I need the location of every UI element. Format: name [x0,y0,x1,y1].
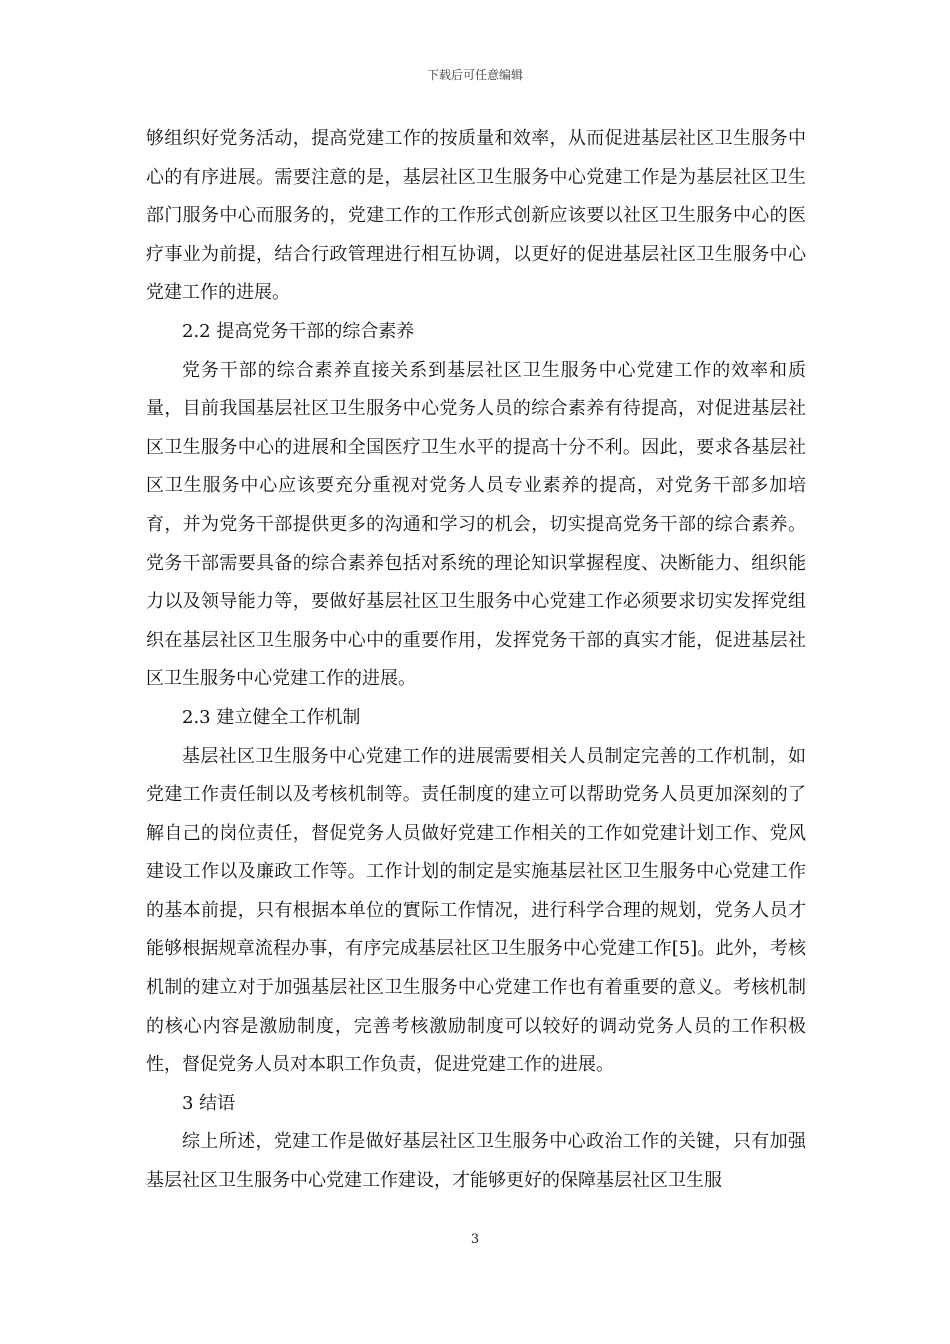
page-header: 下载后可任意编辑 [426,68,523,82]
paragraph-3: 综上所述，党建工作是做好基层社区卫生服务中心政治工作的关键，只有加强基层社区卫生服务中心党建工作建设，才能够更好的保障基层社区卫生服 [146,1131,806,1192]
section-heading-3: 3 结语 [182,1092,236,1114]
paragraph-continuation: 够组织好党务活动，提高党建工作的按质量和效率，从而促进基层社区卫生服务中心的有序进展。需要注意的是，基层社区卫生服务中心党建工作是为基层社区卫生部门服务中心而服务的，党建工作的工作形式创新应该要以社区卫生服务中心的医疗事业为前提，结合行政管理进行相互协调，以更好的促进基层社区卫生服务中心党建工作的进展。 [146,128,806,304]
section-heading-2-2: 2.2 提高党务干部的综合素养 [182,320,415,342]
paragraph-2-3: 基层社区卫生服务中心党建工作的进展需要相关人员制定完善的工作机制，如党建工作责任制以及考核机制等。责任制度的建立可以帮助党务人员更加深刻的了解自己的岗位责任，督促党务人员做好党建工作相关的工作如党建计划工作、党风建设工作以及廉政工作等。工作计划的制定是实施基层社区卫生服务中心党建工作的基本前提，只有根据本单位的實际工作情况，进行科学合理的规划，党务人员才能够根据规章流程办事，有序完成基层社区卫生服务中心党建工作[5]。此外，考核机制的建立对于加强基层社区卫生服务中心党建工作也有着重要的意义。考核机制的核心内容是激励制度，完善考核激励制度可以较好的调动党务人员的工作积极性，督促党务人员对本职工作负责，促进党建工作的进展。 [146,745,806,1076]
page-number: 3 [470,1232,480,1247]
paragraph-2-2: 党务干部的综合素养直接关系到基层社区卫生服务中心党建工作的效率和质量，目前我国基层社区卫生服务中心党务人员的综合素养有待提高，对促进基层社区卫生服务中心的进展和全国医疗卫生水平的提高十分不利。因此，要求各基层社区卫生服务中心应该要充分重视对党务人员专业素养的提高，对党务干部多加培育，并为党务干部提供更多的沟通和学习的机会，切实提高党务干部的综合素养。党务干部需要具备的综合素养包括对系统的理论知识掌握程度、决断能力、组织能力以及领导能力等，要做好基层社区卫生服务中心党建工作必须要求切实发挥党组织在基层社区卫生服务中心中的重要作用，发挥党务干部的真实才能，促进基层社区卫生服务中心党建工作的进展。 [146,359,806,690]
section-heading-2-3: 2.3 建立健全工作机制 [182,706,361,728]
document-body [146,120,806,1201]
